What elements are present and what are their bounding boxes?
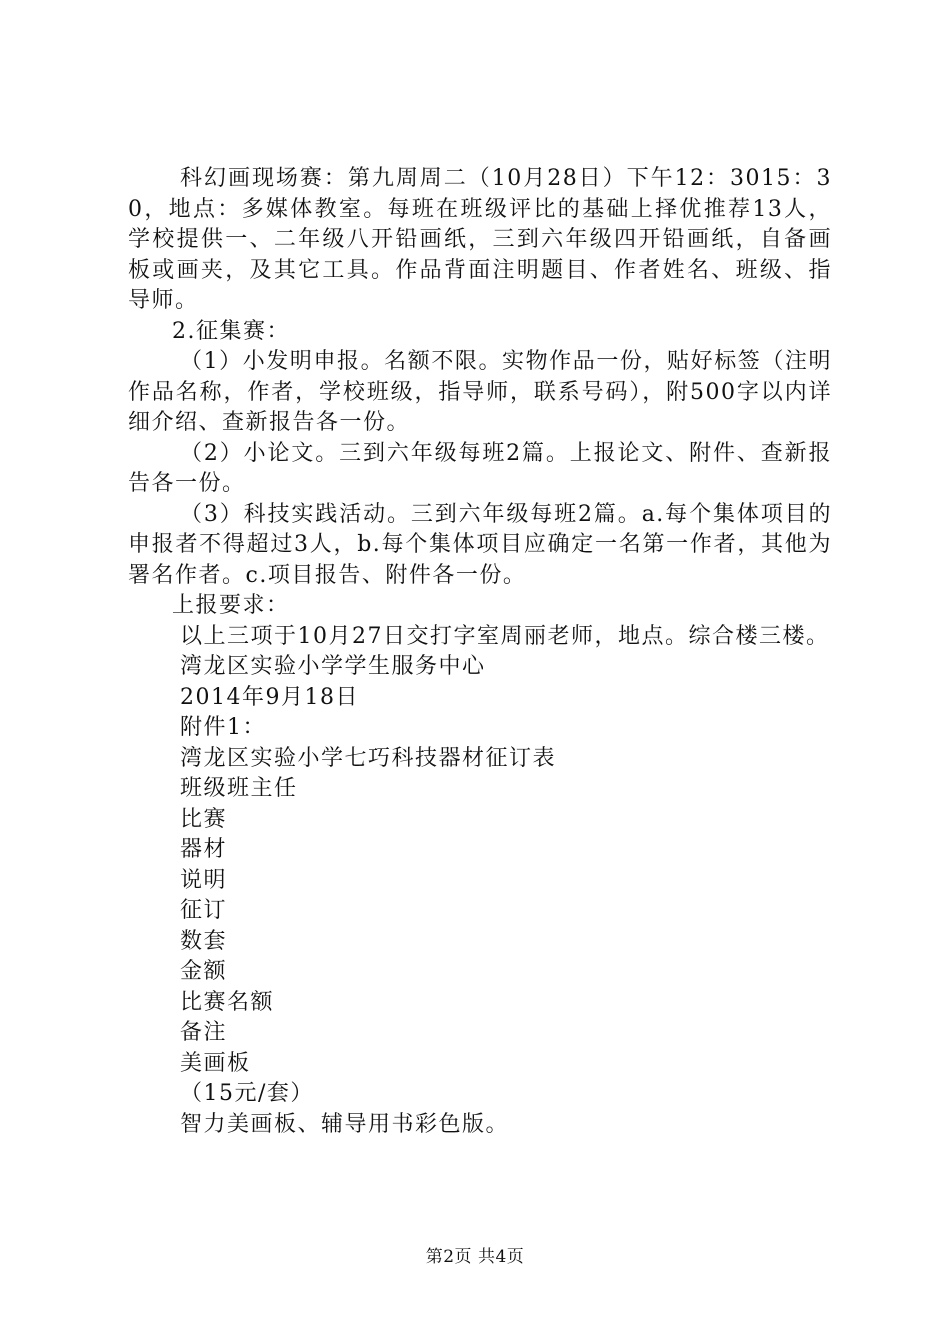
paragraph-sci-fi-contest: 科幻画现场赛：第九周周二（10月28日）下午12：3015：30，地点：多媒体教室。每班在班级评比的基础上择优推荐13人，学校提供一、二年级八开铅画纸，三到六年级四开铅画纸，自备画板或画夹，及其它工具。作品背面注明题目、作者姓名、班级、指导师。 xyxy=(128,166,832,313)
page-footer: 第2页 共4页 xyxy=(425,1247,525,1267)
line-table-header-contest: 比赛 xyxy=(180,806,228,832)
line-table-title: 湾龙区实验小学七巧科技器材征订表 xyxy=(180,745,557,771)
line-table-header-quota: 比赛名额 xyxy=(180,989,275,1015)
paragraph-practice-activity: （3）科技实践活动。三到六年级每班2篇。a.每个集体项目的申报者不得超过3人，b.每个集体项目应确定一名第一作者，其他为署名作者。c.项目报告、附件各一份。 xyxy=(128,501,832,588)
line-table-header-amount: 金额 xyxy=(180,959,228,984)
line-table-header-remarks: 备注 xyxy=(180,1020,228,1045)
line-table-header-order: 征订 xyxy=(180,898,228,923)
paragraph-submission-details: 以上三项于10月27日交打字室周丽老师，地点。综合楼三楼。 xyxy=(180,623,830,649)
line-issuer: 湾龙区实验小学学生服务中心 xyxy=(180,654,486,679)
line-table-header-class: 班级班主任 xyxy=(180,776,298,801)
line-attachment-label: 附件1： xyxy=(180,715,266,740)
line-table-header-sets: 数套 xyxy=(180,928,228,954)
line-date: 2014年9月18日 xyxy=(180,684,359,710)
paragraph-collection-contest-heading: 2.征集赛： xyxy=(172,318,290,344)
document-body xyxy=(128,164,832,1140)
paragraph-essay: （2）小论文。三到六年级每班2篇。上报论文、附件、查新报告各一份。 xyxy=(128,440,832,496)
paragraph-invention: （1）小发明申报。名额不限。实物作品一份，贴好标签（注明作品名称，作者，学校班级，指导师，联系号码），附500字以内详细介绍、查新报告各一份。 xyxy=(128,349,832,435)
line-item-description: 智力美画板、辅导用书彩色版。 xyxy=(180,1111,510,1137)
line-table-header-equipment: 器材 xyxy=(180,837,228,862)
line-item-drawing-board: 美画板 xyxy=(180,1050,251,1076)
paragraph-submission-heading: 上报要求： xyxy=(172,593,290,618)
line-table-header-description: 说明 xyxy=(180,867,228,893)
line-item-price: （15元/套） xyxy=(180,1081,314,1106)
